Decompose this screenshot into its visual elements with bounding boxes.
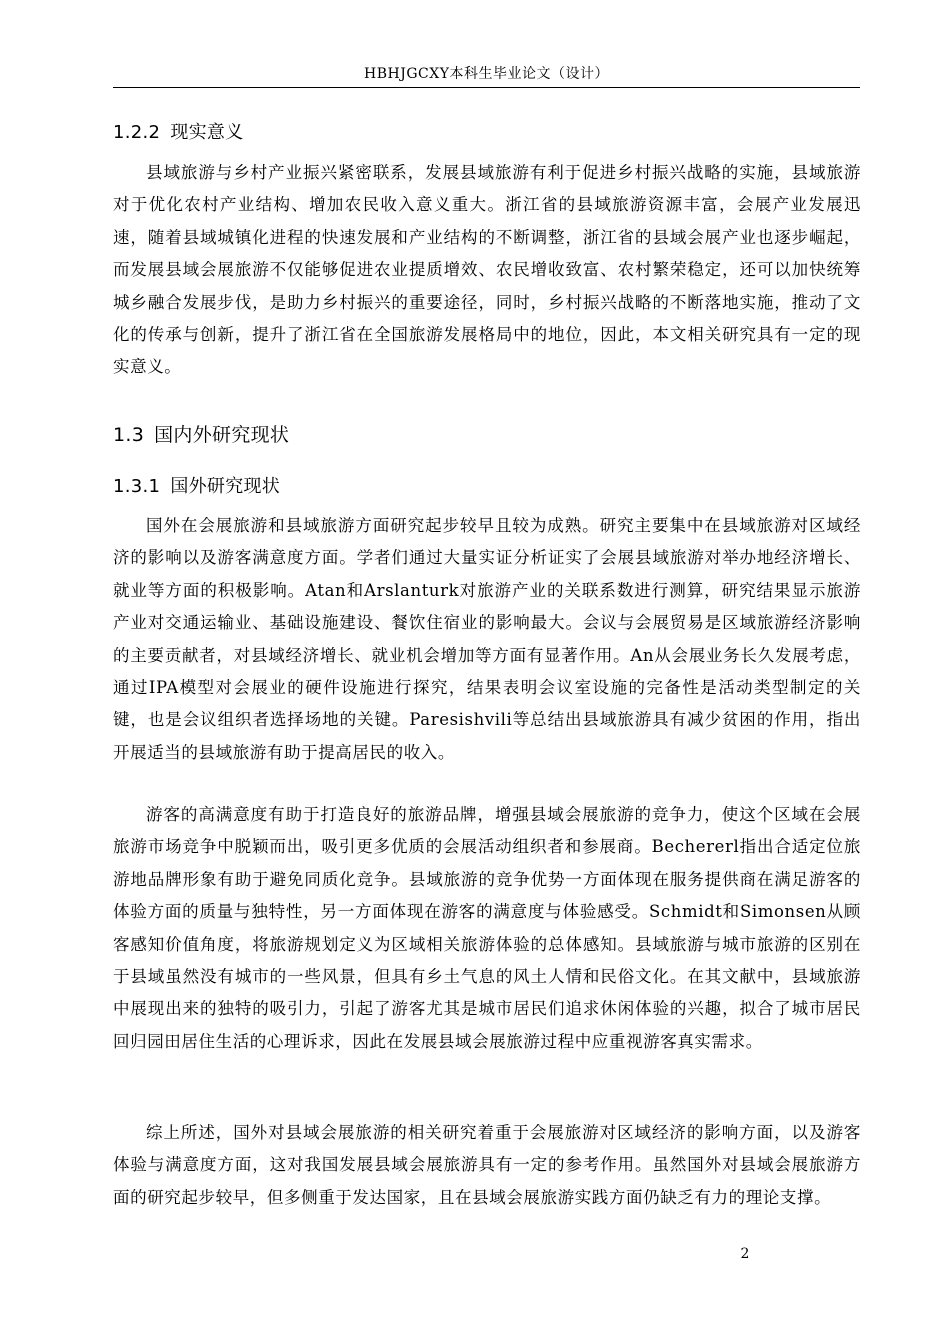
section-title: 国外研究现状: [170, 476, 281, 497]
section-heading-1-2-2: [113, 120, 244, 146]
section-number: 1.3.1: [113, 476, 161, 497]
body-paragraph: 游客的高满意度有助于打造良好的旅游品牌，增强县域会展旅游的竞争力，使这个区域在会展旅游市场竞争中脱颖而出，吸引更多优质的会展活动组织者和参展商。Bechererl指出合适定位旅游地品牌形象有助于避免同质化竞争。县域旅游的竞争优势一方面体现在服务提供商在满足游客的体验方面的质量与独特性，另一方面体现在游客的满意度与体验感受。Schmidt和Simonsen从顾客感知价值角度，将旅游规划定义为区域相关旅游体验的总体感知。县域旅游与城市旅游的区别在于县域虽然没有城市的一些风景，但具有乡土气息的风土人情和民俗文化。在其文献中，县域旅游中展现出来的独特的吸引力，引起了游客尤其是城市居民们追求休闲体验的兴趣，拟合了城市居民回归园田居住生活的心理诉求，因此在发展县域会展旅游过程中应重视游客真实需求。: [113, 805, 861, 1051]
section-title: 国内外研究现状: [154, 424, 290, 446]
body-paragraph: 综上所述，国外对县域会展旅游的相关研究着重于会展旅游对区域经济的影响方面，以及游客体验与满意度方面，这对我国发展县域会展旅游具有一定的参考作用。虽然国外对县域会展旅游方面的研究起步较早，但多侧重于发达国家，且在县域会展旅游实践方面仍缺乏有力的理论支撑。: [113, 1123, 861, 1207]
running-header: HBHJGCXY本科生毕业论文（设计）: [364, 66, 609, 82]
body-paragraph: 国外在会展旅游和县域旅游方面研究起步较早且较为成熟。研究主要集中在县域旅游对区域经济的影响以及游客满意度方面。学者们通过大量实证分析证实了会展县域旅游对举办地经济增长、就业等方面的积极影响。Atan和Arslanturk对旅游产业的关联系数进行测算，研究结果显示旅游产业对交通运输业、基础设施建设、餐饮住宿业的影响最大。会议与会展贸易是区域旅游经济影响的主要贡献者，对县域经济增长、就业机会增加等方面有显著作用。An从会展业务长久发展考虑，通过IPA模型对会展业的硬件设施进行探究，结果表明会议室设施的完备性是活动类型制定的关键，也是会议组织者选择场地的关键。Paresishvili等总结出县域旅游具有减少贫困的作用，指出开展适当的县域旅游有助于提高居民的收入。: [113, 516, 861, 762]
section-heading-1-3: [113, 422, 289, 448]
section-title: 现实意义: [170, 122, 244, 143]
page-number: [0, 1244, 750, 1264]
section-number: 1.3: [113, 424, 145, 446]
header-rule: [113, 87, 860, 88]
section-heading-1-3-1: [113, 474, 280, 500]
section-number: 1.2.2: [113, 122, 161, 143]
body-paragraph: 县域旅游与乡村产业振兴紧密联系，发展县域旅游有利于促进乡村振兴战略的实施，县域旅游对于优化农村产业结构、增加农民收入意义重大。浙江省的县域旅游资源丰富，会展产业发展迅速，随着县域城镇化进程的快速发展和产业结构的不断调整，浙江省的县域会展产业也逐步崛起，而发展县域会展旅游不仅能够促进农业提质增效、农民增收致富、农村繁荣稳定，还可以加快统筹城乡融合发展步伐，是助力乡村振兴的重要途径，同时，乡村振兴战略的不断落地实施，推动了文化的传承与创新，提升了浙江省在全国旅游发展格局中的地位，因此，本文相关研究具有一定的现实意义。: [113, 163, 861, 377]
page-number-text: 2: [740, 1246, 750, 1262]
